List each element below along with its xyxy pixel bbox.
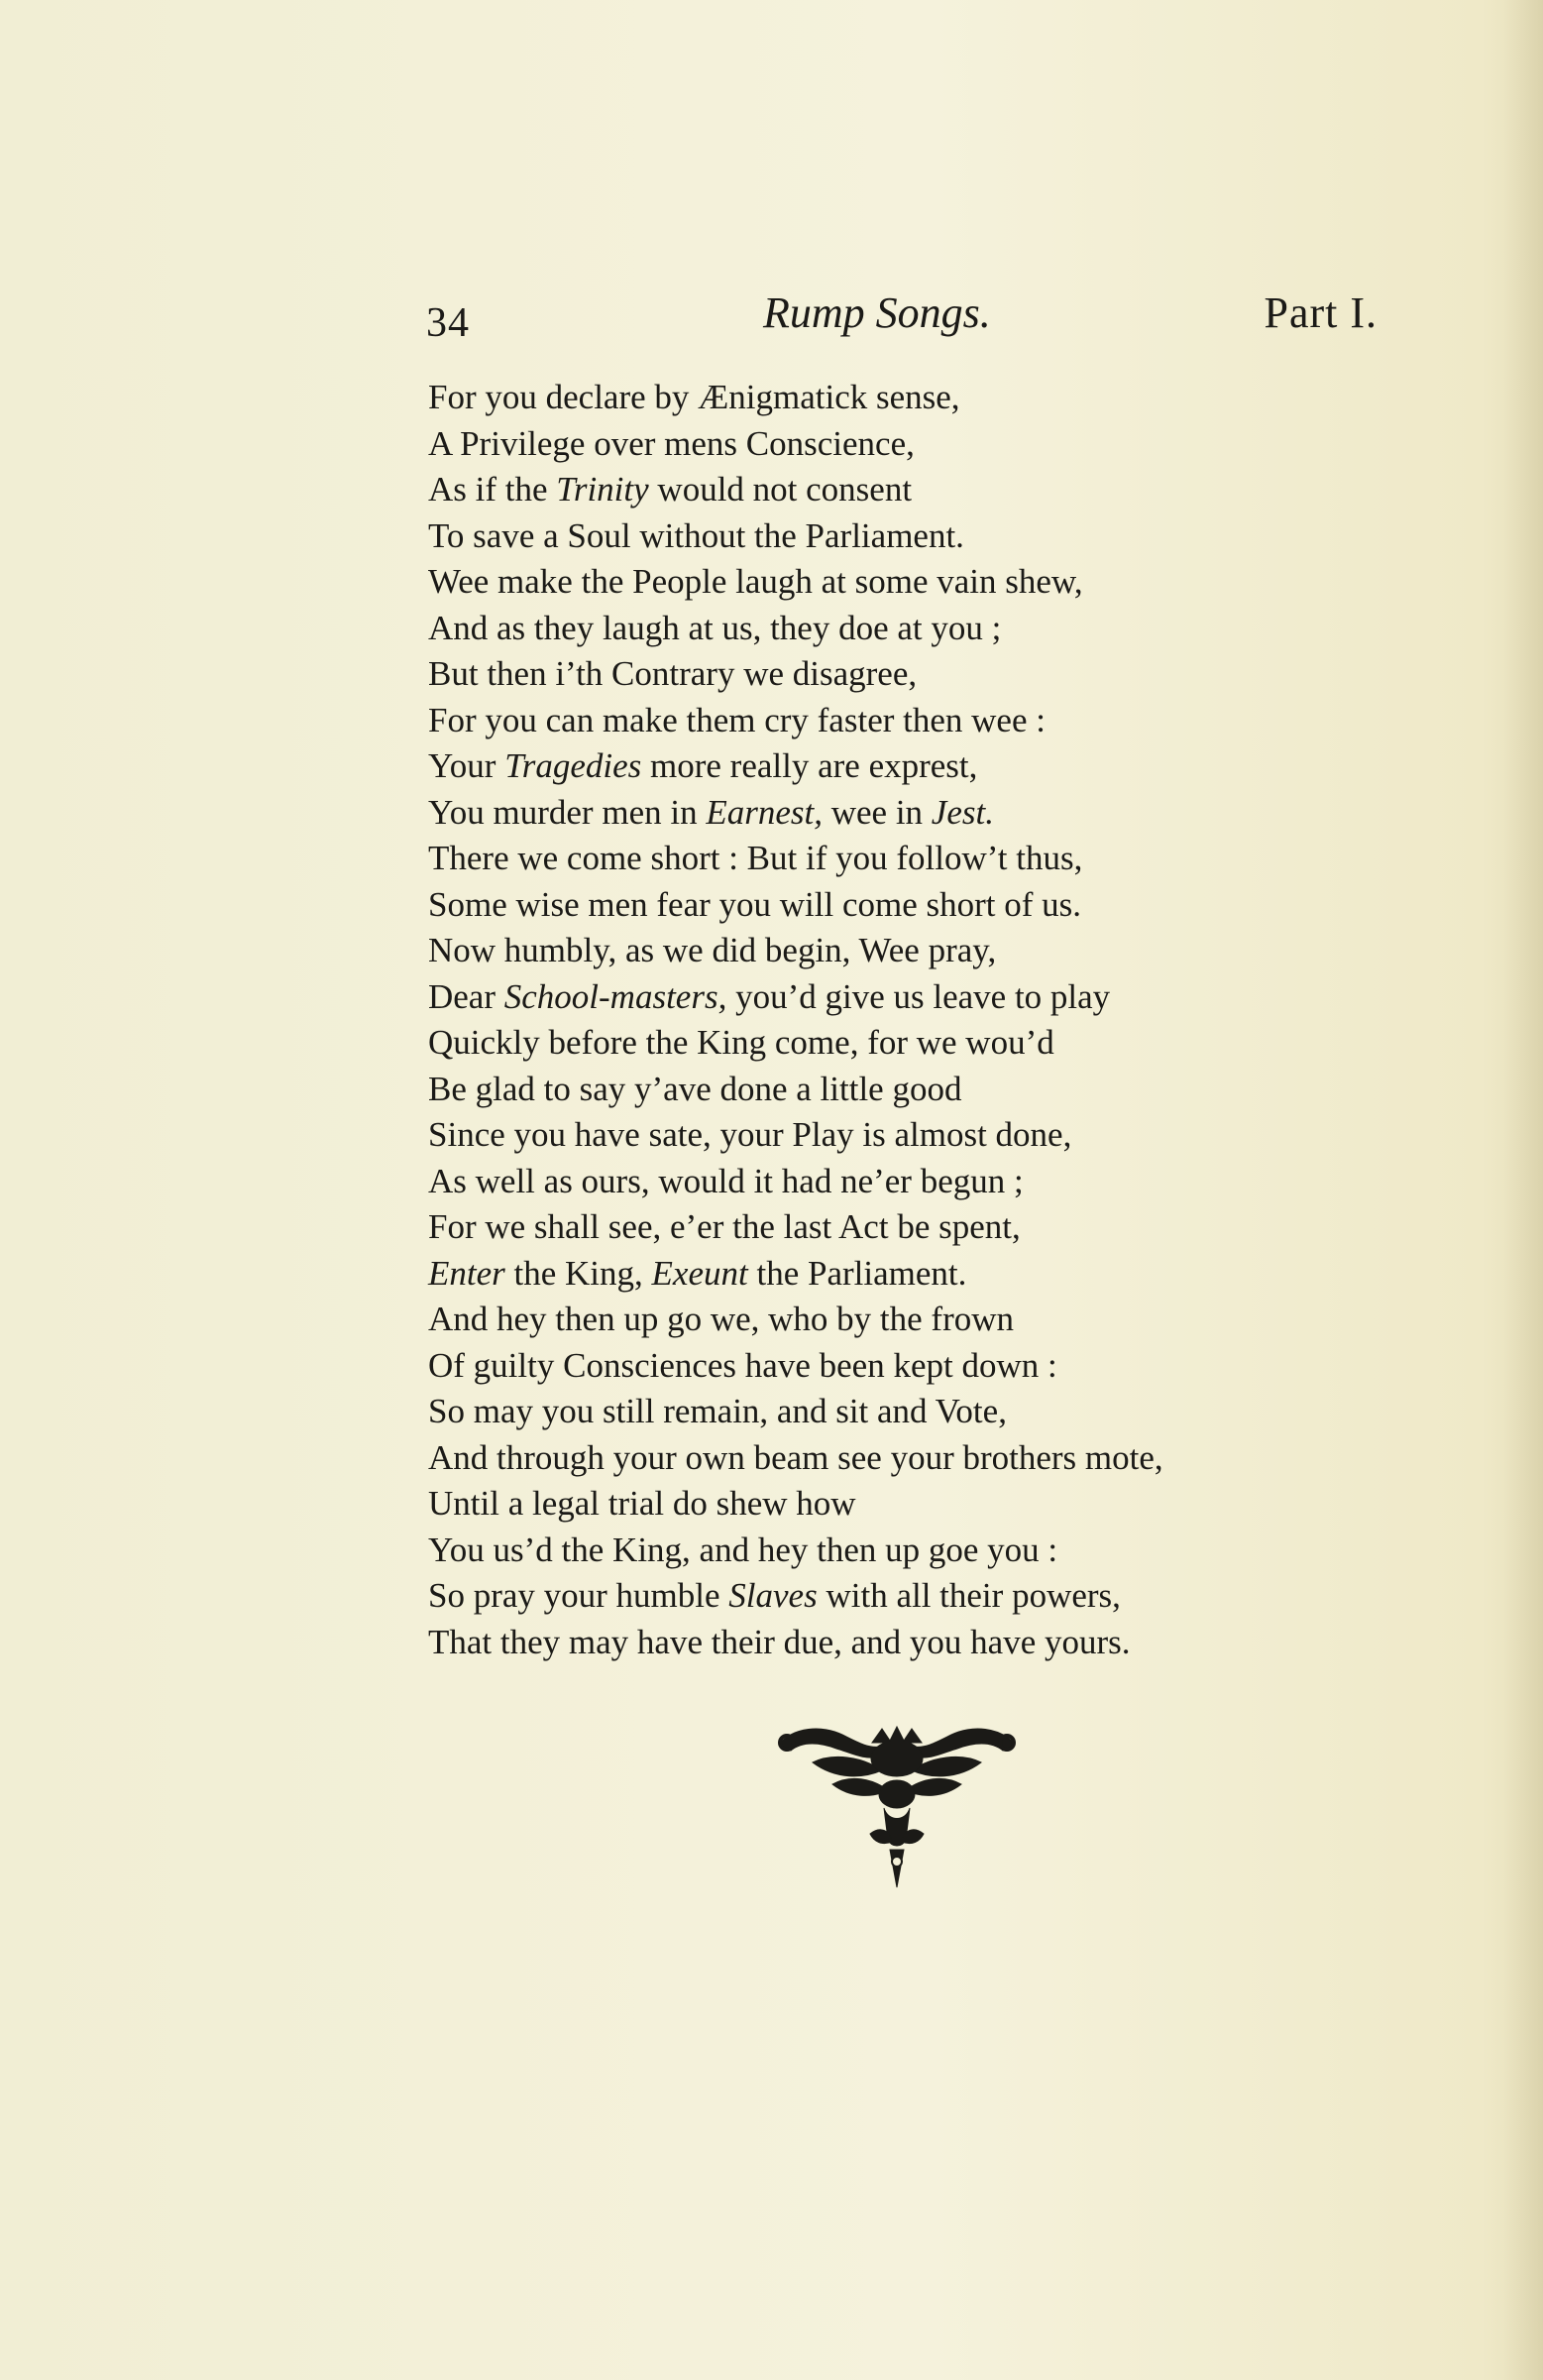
- poem-line: [428, 1435, 1320, 1482]
- line-text: Some wise men fear you will come short of us.: [428, 884, 1082, 924]
- line-text: For you can make them cry faster then wee :: [428, 700, 1046, 739]
- poem-line: [428, 743, 1320, 790]
- line-text: A Privilege over mens Conscience,: [428, 423, 915, 463]
- line-text: For you declare by Ænigmatick sense,: [428, 378, 960, 416]
- poem-line: [428, 1389, 1320, 1435]
- line-text: There we come short : But if you follow’t thus,: [428, 839, 1083, 877]
- line-text: For we shall see, e’er the last Act be spent,: [428, 1207, 1021, 1246]
- line-text: And through your own beam see your brothers mote,: [428, 1437, 1163, 1477]
- line-text: with all their powers,: [817, 1576, 1121, 1615]
- foliate-tailpiece-icon: [773, 1723, 1021, 1891]
- poem-line: [428, 513, 1320, 560]
- line-text: Now humbly, as we did begin, Wee pray,: [428, 931, 997, 969]
- line-text: As if the: [428, 470, 557, 509]
- italic-word: Trinity: [556, 470, 649, 509]
- line-text: To save a Soul without the Parliament.: [428, 515, 964, 555]
- poem-text: [428, 375, 1320, 1665]
- poem-line: [428, 559, 1320, 606]
- italic-word: Jest.: [931, 792, 994, 832]
- poem-line: [428, 1251, 1320, 1298]
- line-text: Since you have sate, your Play is almost done,: [428, 1115, 1072, 1154]
- poem-line: [428, 1020, 1320, 1067]
- line-text: Of guilty Consciences have been kept down :: [428, 1345, 1057, 1385]
- italic-word: Slaves: [728, 1576, 818, 1615]
- poem-line: [428, 1297, 1320, 1343]
- line-text: You murder men in: [428, 792, 707, 832]
- italic-word: School-masters,: [503, 976, 727, 1016]
- line-text: would not consent: [648, 470, 913, 509]
- poem-line: [428, 1343, 1320, 1390]
- poem-line: [428, 1204, 1320, 1251]
- line-text: And as they laugh at us, they doe at you ;: [428, 608, 1002, 647]
- line-text: Quickly before the King come, for we wou’d: [428, 1023, 1054, 1062]
- poem-line: [428, 651, 1320, 698]
- line-text: the Parliament.: [747, 1253, 967, 1293]
- poem-line: [428, 928, 1320, 974]
- line-text: That they may have their due, and you have yours.: [428, 1622, 1131, 1661]
- poem-line: [428, 421, 1320, 468]
- line-text: As well as ours, would it had ne’er begun ;: [428, 1161, 1024, 1200]
- line-text: So may you still remain, and sit and Vote,: [428, 1392, 1007, 1430]
- poem-line: [428, 1159, 1320, 1205]
- line-text: You us’d the King, and hey then up goe you :: [428, 1530, 1058, 1569]
- italic-word: Earnest,: [706, 792, 823, 832]
- poem-line: [428, 790, 1320, 837]
- italic-word: Tragedies: [504, 746, 642, 785]
- italic-word: Exeunt: [651, 1253, 748, 1293]
- line-text: wee in: [822, 792, 932, 832]
- poem-line: [428, 1112, 1320, 1159]
- line-text: you’d give us leave to play: [726, 976, 1111, 1016]
- poem-line: [428, 974, 1320, 1021]
- line-text: Your: [428, 746, 505, 785]
- poem-line: [428, 1481, 1320, 1528]
- poem-line: [428, 467, 1320, 513]
- poem-line: [428, 836, 1320, 882]
- poem-line: [428, 375, 1320, 421]
- running-head: [426, 287, 1378, 347]
- poem-line: [428, 1528, 1320, 1574]
- running-title: Rump Songs.: [763, 288, 991, 337]
- part-label: Part I.: [1264, 288, 1378, 337]
- line-text: Until a legal trial do shew how: [428, 1484, 856, 1523]
- poem-line: [428, 698, 1320, 744]
- line-text: Wee make the People laugh at some vain shew,: [428, 562, 1083, 601]
- page-edge-shadow: [1503, 0, 1543, 2380]
- poem-line: [428, 1067, 1320, 1113]
- poem-line: [428, 1573, 1320, 1620]
- page-number: 34: [426, 300, 470, 346]
- line-text: And hey then up go we, who by the frown: [428, 1300, 1015, 1338]
- poem-line: [428, 606, 1320, 652]
- poem-line: [428, 1620, 1320, 1666]
- line-text: Dear: [428, 976, 504, 1016]
- italic-word: Enter: [428, 1253, 505, 1293]
- line-text: more really are exprest,: [641, 746, 978, 785]
- line-text: So pray your humble: [428, 1576, 729, 1615]
- line-text: Be glad to say y’ave done a little good: [428, 1069, 962, 1108]
- line-text: the King,: [504, 1253, 652, 1293]
- poem-line: [428, 882, 1320, 929]
- line-text: But then i’th Contrary we disagree,: [428, 654, 918, 693]
